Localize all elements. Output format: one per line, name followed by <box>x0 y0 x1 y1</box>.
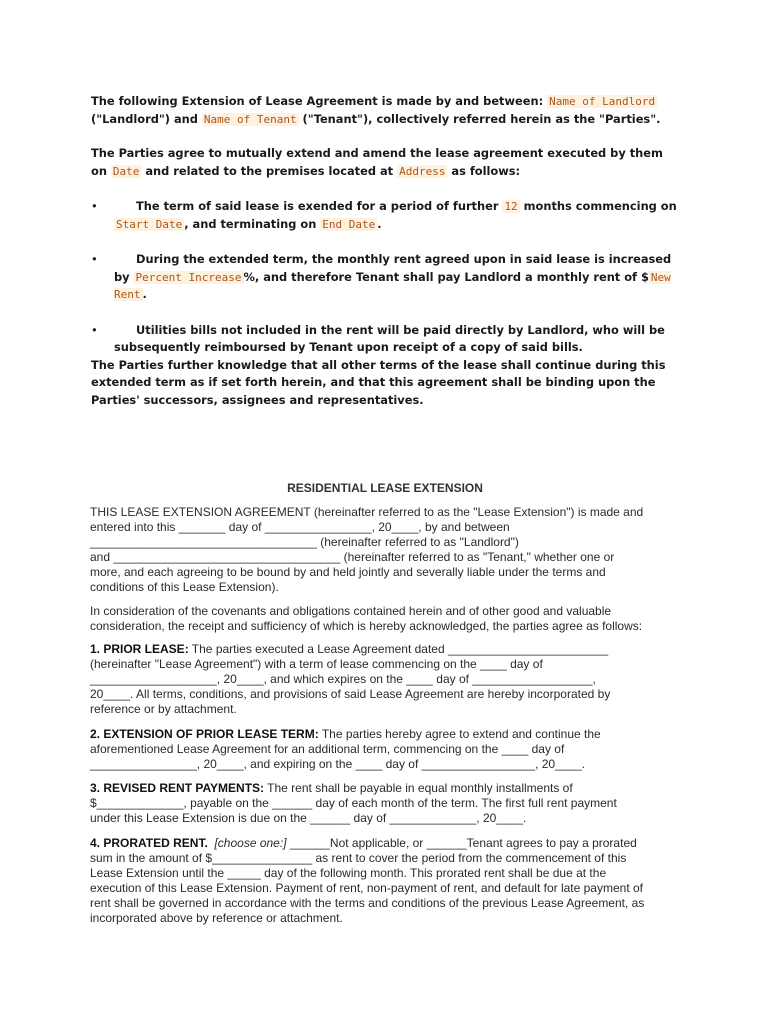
extension-form-section <box>91 93 681 409</box>
bullet-rent: • During the extended term, the monthly rent agreed upon in said lease is increased by Percent Increase %, and therefore Tenant shall pay Landlord a monthly rent of $ New Rent . <box>91 252 672 301</box>
section-heading: 2. EXTENSION OF PRIOR LEASE TERM: <box>90 727 319 741</box>
continuation-paragraph: The Parties further knowledge that all other terms of the lease shall continue during this extended term as if set forth herein, and that this agreement shall be binding upon the Parties' successors, assignees and representatives. <box>91 357 666 407</box>
lease-title: RESIDENTIAL LEASE EXTENSION <box>287 481 483 495</box>
bullet-icon: • <box>91 199 98 213</box>
section-prorated-rent: 4. PRORATED RENT. [choose one:] ______Not applicable, or ______Tenant agrees to pay a prorated sum in the amount of $_______________ as rent to cover the period from the commencement of this Lease Extension until the _____ day of the following month. This prorated rent shall be due at the execution of this Lease Extension. Payment of rent, non-payment of rent, and default for late payment of rent shall be governed in accordance with the terms and conditions of the previous Lease Agreement, as incorporated above by reference or attachment. <box>90 836 645 925</box>
end-date-field[interactable]: End Date <box>322 217 376 231</box>
bullet-icon: • <box>91 322 98 337</box>
parties-paragraph: The following Extension of Lease Agreement is made by and between: Name of Landlord ("Landlord") and Name of Tenant ("Tenant"), collectively referred herein as the "Parties". <box>91 94 661 126</box>
bullet-term: • The term of said lease is exended for a period of further 12 months commencing on Start Date , and terminating on End Date . <box>91 199 677 231</box>
section-heading: 4. PRORATED RENT. <box>90 836 208 850</box>
start-date-field[interactable]: Start Date <box>116 217 183 231</box>
months-field[interactable]: 12 <box>504 200 518 213</box>
date-field[interactable]: Date <box>112 164 140 178</box>
agreement-paragraph: The Parties agree to mutually extend and amend the lease agreement executed by them on Date and related to the premises located at Address as follows: <box>91 146 663 178</box>
tenant-name-field[interactable]: Name of Tenant <box>203 112 297 126</box>
section-heading: 1. PRIOR LEASE: <box>90 642 189 656</box>
lease-intro: THIS LEASE EXTENSION AGREEMENT (hereinafter referred to as the "Lease Extension") is made and entered into this _______ day of ________________, 20____, by and between __________________________________ (hereinafter referred to as "Landlord") and __________________________________ (hereinafter referred to as "Tenant," whether one or more, and each agreeing to be bound by and held jointly and severally liable under the terms and conditions of this Lease Extension). <box>90 505 644 594</box>
consideration-paragraph: In consideration of the covenants and obligations contained herein and of other good and valuable consideration, the receipt and sufficiency of which is hereby acknowledged, the parties agree as follows: <box>90 604 643 633</box>
bullet-icon: • <box>91 252 98 266</box>
section-prior-lease: 1. PRIOR LEASE: The parties executed a Lease Agreement dated ________________________ (hereinafter "Lease Agreement") with a term of lease commencing on the ____ day of ___________________, 20____, and which expires on the ____ day of __________________, 20____. All terms, conditions, and provisions of said Lease Agreement are hereby incorporated by reference or by attachment. <box>90 642 611 716</box>
address-field[interactable]: Address <box>399 164 446 178</box>
bullet-utilities: • Utilities bills not included in the rent will be paid directly by Landlord, who will be subsequently reimboursed by Tenant upon receipt of a copy of said bills. <box>91 322 665 354</box>
landlord-name-field[interactable]: Name of Landlord <box>549 95 656 108</box>
section-revised-rent: 3. REVISED RENT PAYMENTS: The rent shall be payable in equal monthly installments of $_____________, payable on the ______ day of each month of the term. The first full rent payment under this Lease Extension is due on the ______ day of _____________, 20____. <box>90 781 617 825</box>
section-heading: 3. REVISED RENT PAYMENTS: <box>90 781 265 795</box>
new-rent-field[interactable]: New Rent <box>114 270 671 301</box>
choose-one-note: [choose one:] <box>214 836 287 850</box>
section-extension-term: 2. EXTENSION OF PRIOR LEASE TERM: The parties hereby agree to extend and continue the aforementioned Lease Agreement for an additional term, commencing on the ____ day of ________________, 20____, and expiring on the ____ day of _________________, 20____. <box>90 727 601 771</box>
percent-increase-field[interactable]: Percent Increase <box>135 270 242 284</box>
